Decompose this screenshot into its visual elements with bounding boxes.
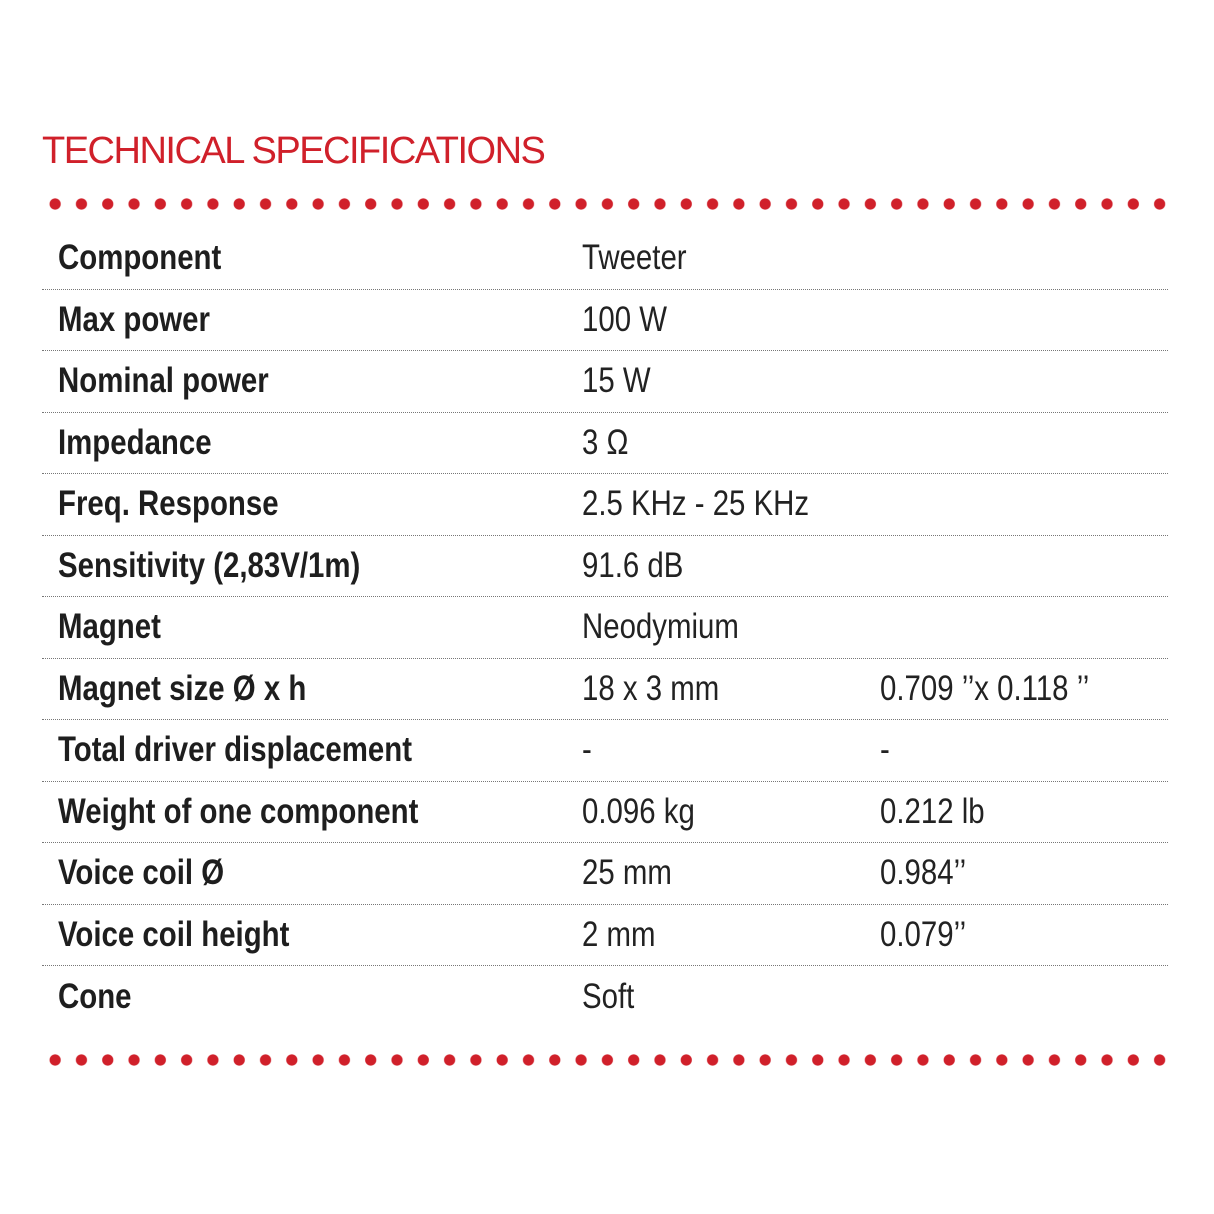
spec-imperial-value: 0.212 lb <box>880 791 985 831</box>
spec-imperial-value: - <box>880 730 890 770</box>
spec-row-magnet <box>42 597 1168 659</box>
spec-metric-value: 25 mm <box>582 853 672 893</box>
spec-metric-value: 0.096 kg <box>582 791 695 831</box>
spec-label: Impedance <box>58 422 212 462</box>
spec-row-impedance <box>42 413 1168 475</box>
spec-metric-value: 91.6 dB <box>582 545 684 585</box>
specs-table <box>42 228 1168 1028</box>
spec-metric-value: 2 mm <box>582 914 656 954</box>
spec-metric-value: 2.5 KHz - 25 KHz <box>582 484 810 524</box>
spec-label: Magnet <box>58 607 161 647</box>
section-title: TECHNICAL SPECIFICATIONS <box>42 130 545 172</box>
spec-row-max-power <box>42 290 1168 352</box>
spec-label: Component <box>58 238 222 278</box>
spec-imperial-value: 0.079’’ <box>880 914 967 954</box>
spec-label: Voice coil Ø <box>58 853 225 893</box>
spec-row-total-driver-displacement <box>42 720 1168 782</box>
spec-metric-value: 3 Ω <box>582 422 629 462</box>
spec-row-magnet-size <box>42 659 1168 721</box>
spec-label: Nominal power <box>58 361 269 401</box>
spec-metric-value: 100 W <box>582 299 667 339</box>
spec-label: Weight of one component <box>58 791 419 831</box>
spec-row-component <box>42 228 1168 290</box>
spec-label: Freq. Response <box>58 484 279 524</box>
spec-label: Voice coil height <box>58 914 290 954</box>
spec-row-nominal-power <box>42 351 1168 413</box>
spec-label: Total driver displacement <box>58 730 412 770</box>
top-dotted-divider <box>42 197 1172 211</box>
spec-metric-value: Soft <box>582 976 635 1016</box>
spec-metric-value: Tweeter <box>582 238 687 278</box>
spec-imperial-value: 0.984’’ <box>880 853 967 893</box>
spec-row-cone <box>42 966 1168 1028</box>
spec-metric-value: 15 W <box>582 361 651 401</box>
bottom-dotted-divider <box>42 1053 1172 1067</box>
spec-label: Sensitivity (2,83V/1m) <box>58 545 361 585</box>
spec-metric-value: 18 x 3 mm <box>582 668 720 708</box>
spec-row-weight <box>42 782 1168 844</box>
spec-metric-value: - <box>582 730 592 770</box>
spec-row-sensitivity <box>42 536 1168 598</box>
spec-imperial-value: 0.709 ’’x 0.118 ’’ <box>880 668 1090 708</box>
spec-label: Magnet size Ø x h <box>58 668 307 708</box>
spec-metric-value: Neodymium <box>582 607 739 647</box>
spec-row-freq-response <box>42 474 1168 536</box>
spec-row-voice-coil-diameter <box>42 843 1168 905</box>
spec-label: Cone <box>58 976 132 1016</box>
spec-label: Max power <box>58 299 210 339</box>
spec-row-voice-coil-height <box>42 905 1168 967</box>
